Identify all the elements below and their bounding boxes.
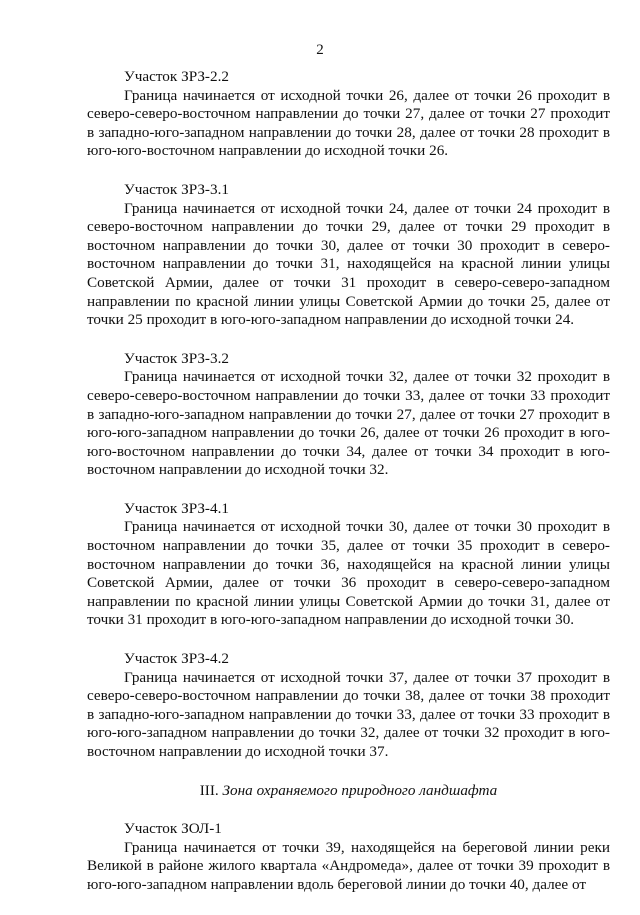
section-text: Граница начинается от исходной точки 26, далее от точки 26 проходит в северо-северо-восточном направлении до точки 27, далее от точки 27 проходит в западно-юго-западном направлении до точки 28, далее от точки 28 проходит в юго-юго-восточном направлении до исходной точки 26. bbox=[87, 86, 610, 160]
page-number: 2 bbox=[316, 42, 324, 58]
section-text: Граница начинается от исходной точки 37, далее от точки 37 проходит в северо-северо-восточном направлении до точки 38, далее от точки 38 проходит в западно-юго-западном направлении до точки 33, далее от точки 33 проходит в юго-юго-западном направлении до точки 32, далее от точки 32 проходит в юго-восточном направлении до исходной точки 37. bbox=[87, 668, 610, 760]
section-zol-1 bbox=[87, 820, 610, 894]
zone-heading-title: Зона охраняемого природного ландшафта bbox=[222, 781, 498, 799]
section-zrz-4-1 bbox=[87, 500, 610, 630]
section-title: Участок ЗРЗ-3.2 bbox=[124, 349, 229, 367]
document-body bbox=[87, 68, 610, 915]
section-zrz-3-1 bbox=[87, 181, 610, 330]
section-zrz-2-2 bbox=[87, 68, 610, 161]
zone-heading bbox=[87, 782, 610, 801]
section-title: Участок ЗРЗ-3.1 bbox=[124, 180, 229, 198]
section-zrz-4-2 bbox=[87, 650, 610, 762]
section-text: Граница начинается от исходной точки 24, далее от точки 24 проходит в северо-восточном направлении до точки 29, далее от точки 29 проходит в восточном направлении до точки 30, далее от точки 30 проходит в северо-восточном направлении до точки 31, находящейся на красной линии улицы Советской Армии, далее от точки 31 проходит в северо-северо-западном направлении по красной линии улицы Советской Армии до точки 25, далее от точки 25 проходит в юго-юго-западном направлении до исходной точки 24. bbox=[87, 199, 610, 329]
section-title: Участок ЗРЗ-4.2 bbox=[124, 650, 229, 668]
section-text: Граница начинается от исходной точки 32, далее от точки 32 проходит в северо-северо-восточном направлении до точки 33, далее от точки 33 проходит в западно-юго-западном направлении до точки 27, далее от точки 27 проходит в юго-юго-западном направлении до точки 26, далее от точки 26 проходит в юго-юго-восточном направлении до точки 34, далее от точки 34 проходит в юго-восточном направлении до исходной точки 32. bbox=[87, 368, 610, 479]
section-text: Граница начинается от точки 39, находящейся на береговой линии реки Великой в районе жилого квартала «Андромеда», далее от точки 39 проходит в юго-юго-западном направлении вдоль береговой линии до точки 40, далее от bbox=[87, 838, 610, 893]
section-title: Участок ЗРЗ-4.1 bbox=[124, 499, 229, 517]
section-text: Граница начинается от исходной точки 30, далее от точки 30 проходит в восточном направлении до точки 35, далее от точки 35 проходит в северо-восточном направлении до точки 36, находящейся на красной линии улицы Советской Армии, далее от точки 36 проходит в северо-северо-западном направлении по красной линии улицы Советской Армии до точки 31, далее от точки 31 проходит в юго-юго-западном направлении до исходной точки 30. bbox=[87, 518, 610, 629]
section-title: Участок ЗОЛ-1 bbox=[124, 820, 222, 838]
zone-heading-number: III. bbox=[199, 781, 219, 799]
section-zrz-3-2 bbox=[87, 350, 610, 480]
section-title: Участок ЗРЗ-2.2 bbox=[124, 68, 229, 85]
